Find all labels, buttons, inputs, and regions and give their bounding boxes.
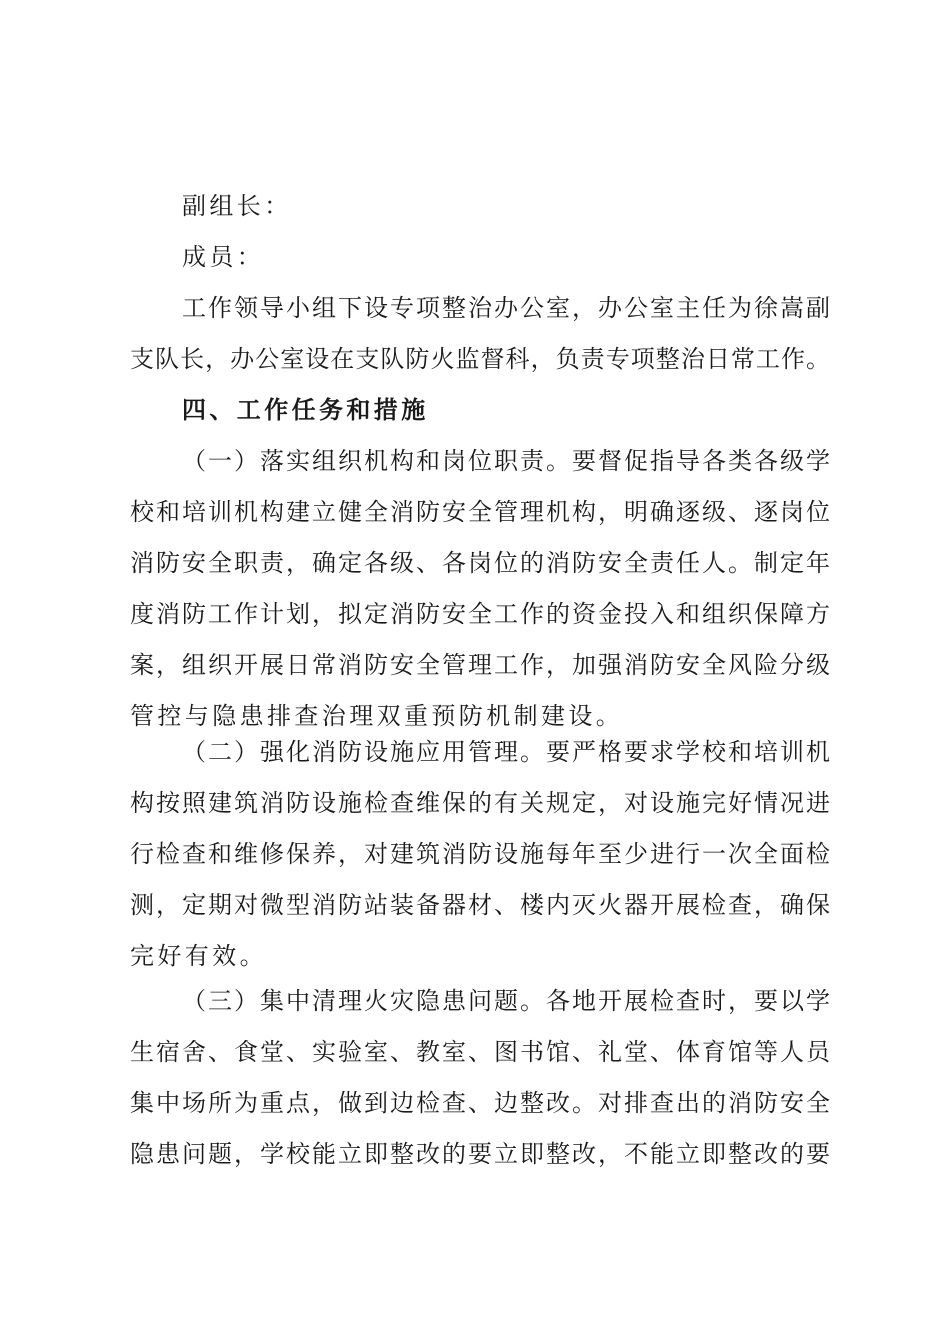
text-line: （一）落实组织机构和岗位职责。要督促指导各类各级学 [182,447,830,475]
text-line: 生宿舍、食堂、实验室、教室、图书馆、礼堂、体育馆等人员 [130,1038,830,1066]
text-line: 测，定期对微型消防站装备器材、楼内灭火器开展检查，确保 [130,891,830,919]
text-group-2 [130,727,830,982]
text-line: 消防安全职责，确定各级、各岗位的消防安全责任人。制定年 [130,549,830,577]
text-line: （二）强化消防设施应用管理。要严格要求学校和培训机 [182,738,830,766]
text-line: 隐患问题，学校能立即整改的要立即整改，不能立即整改的要 [130,1140,830,1168]
text-line: 行检查和维修保养，对建筑消防设施每年至少进行一次全面检 [130,840,830,868]
text-line: 构按照建筑消防设施检查维保的有关规定，对设施完好情况进 [130,789,830,817]
text-group-3 [130,976,830,1180]
text-line: 完好有效。 [130,942,267,970]
text-line: 管控与隐患排查治理双重预防机制建设。 [130,702,624,730]
text-line: 校和培训机构建立健全消防安全管理机构，明确逐级、逐岗位 [130,498,830,526]
text-line: 工作领导小组下设专项整治办公室，办公室主任为徐嵩副 [182,294,830,322]
text-line: 集中场所为重点，做到边检查、边整改。对排查出的消防安全 [130,1089,830,1117]
text-line: 支队长，办公室设在支队防火监督科，负责专项整治日常工作。 [130,345,830,373]
section-heading: 四、工作任务和措施 [182,396,429,424]
text-line: 案，组织开展日常消防安全管理工作，加强消防安全风险分级 [130,651,830,679]
text-line: （三）集中清理火灾隐患问题。各地开展检查时，要以学 [182,987,830,1015]
text-line: 度消防工作计划，拟定消防安全工作的资金投入和组织保障方 [130,600,830,628]
text-line-deputy-leader: 副组长： [182,192,292,220]
text-line-members: 成员： [182,243,265,271]
text-group-1 [130,181,830,742]
